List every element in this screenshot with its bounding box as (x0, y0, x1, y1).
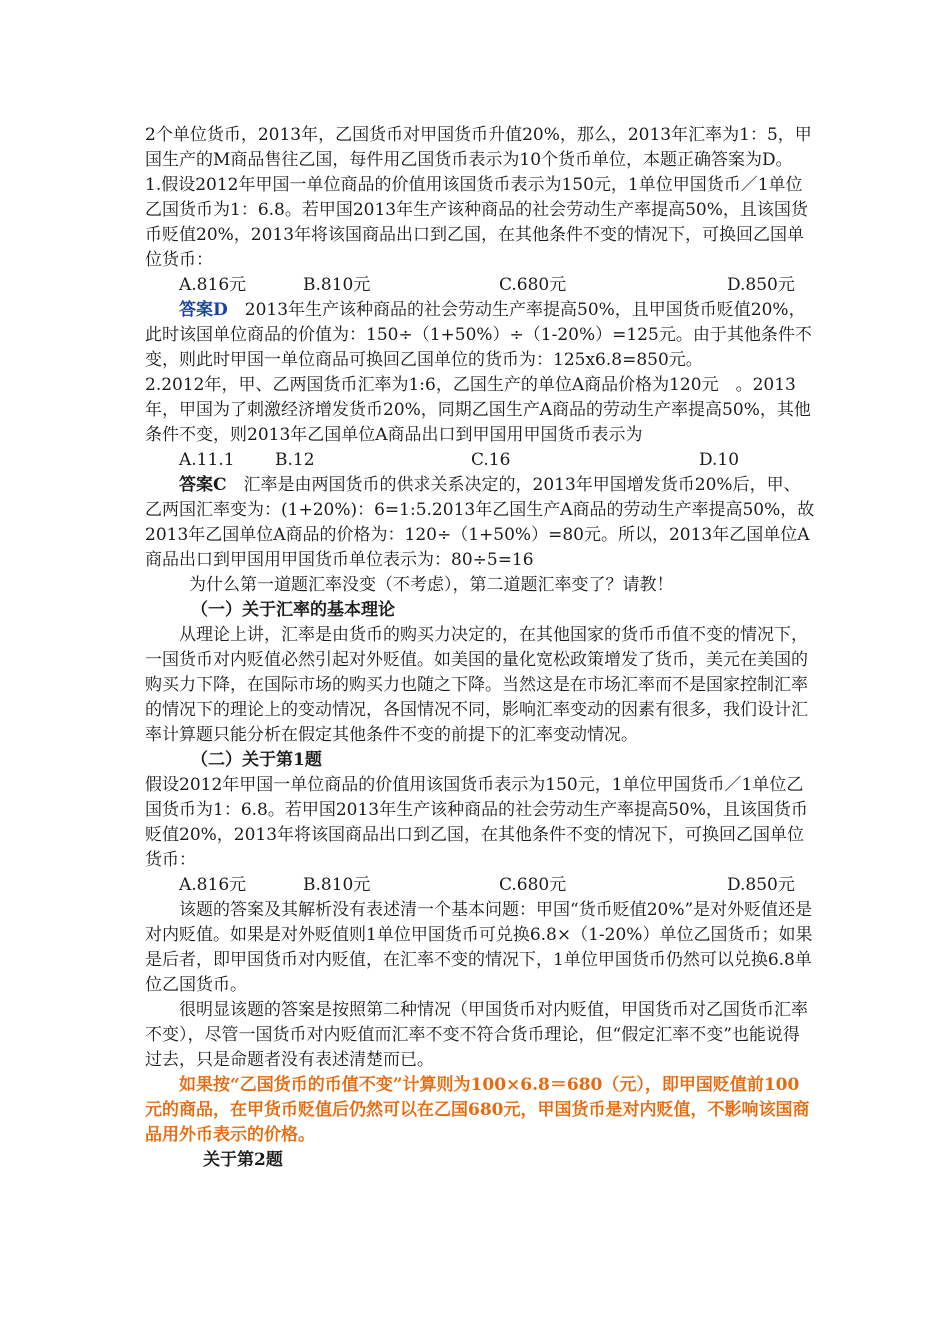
option-a: A.11.1 (179, 450, 235, 470)
heading-question-2: 关于第2题 (203, 1150, 283, 1170)
answer-2-label: 答案C (179, 475, 227, 495)
answer-1-text: 2013年生产该种商品的社会劳动生产率提高50%，且甲国货币贬值20%，此时该国单位商品的价值为：150÷（1+50%）÷（1-20%）=125元。由于其他条件不变，则此时甲国一单位商品可换回乙国单位的货币为：125x6.8=850元。 (145, 300, 812, 370)
option-c: C.680元 (499, 875, 567, 895)
highlight-paragraph: 如果按“乙国货币的币值不变”计算则为100×6.8＝680（元），即甲国贬值前100元的商品，在甲货币贬值后仍然可以在乙国680元，甲国货币是对内贬值，不影响该国商品用外币表示的价格。 (145, 1075, 810, 1145)
option-d: D.10 (699, 450, 740, 470)
heading-question-1: （二）关于第1题 (191, 750, 322, 770)
question-1-repeat: 假设2012年甲国一单位商品的价值用该国货币表示为150元，1单位甲国货币／1单位乙国货币为1：6.8。若甲国2013年生产该种商品的社会劳动生产率提高50%，且该国货币贬值20%，2013年将该国商品出口到乙国，在其他条件不变的情况下，可换回乙国单位货币： (145, 775, 808, 870)
question-1-options (145, 273, 815, 298)
option-d: D.850元 (727, 875, 795, 895)
option-a: A.816元 (179, 275, 247, 295)
heading-theory: （一）关于汇率的基本理论 (191, 600, 395, 620)
paragraph-continuation: 2个单位货币，2013年，乙国货币对甲国货币升值20%，那么，2013年汇率为1：5，甲国生产的M商品售往乙国，每件用乙国货币表示为10个货币单位，本题正确答案为D。 (145, 125, 812, 170)
option-c: C.680元 (499, 275, 567, 295)
option-d: D.850元 (727, 275, 795, 295)
answer-2-text: 汇率是由两国货币的供求关系决定的，2013年甲国增发货币20%后，甲、乙两国汇率变为：(1+20%)：6=1:5.2013年乙国生产A商品的劳动生产率提高50%，故2013年乙国单位A商品的价格为：120÷（1+50%）=80元。所以，2013年乙国单位A商品出口到甲国用甲国货币单位表示为：80÷5=16 (145, 475, 815, 570)
question-why: 为什么第一道题汇率没变（不考虑），第二道题汇率变了？请教！ (189, 575, 674, 595)
answer-1 (145, 298, 815, 373)
paragraph-theory: 从理论上讲，汇率是由货币的购买力决定的，在其他国家的货币币值不变的情况下，一国货币对内贬值必然引起对外贬值。如美国的量化宽松政策增发了货币，美元在美国的购买力下降，在国际市场的购买力也随之下降。当然这是在市场汇率而不是国家控制汇率的情况下的理论上的变动情况，各国情况不同，影响汇率变动的因素有很多，我们设计汇率计算题只能分析在假定其他条件不变的前提下的汇率变动情况。 (145, 625, 808, 745)
paragraph-analysis-2: 很明显该题的答案是按照第二种情况（甲国货币对内贬值，甲国货币对乙国货币汇率不变），尽管一国货币对内贬值而汇率不变不符合货币理论，但“假定汇率不变”也能说得过去，只是命题者没有表述清楚而已。 (145, 1000, 808, 1070)
option-b: B.810元 (303, 875, 371, 895)
option-a: A.816元 (179, 875, 247, 895)
question-2: 2.2012年，甲、乙两国货币汇率为1:6，乙国生产的单位A商品价格为120元 。2013年，甲国为了刺激经济增发货币20%，同期乙国生产A商品的劳动生产率提高50%，其他条件不变，则2013年乙国单位A商品出口到甲国用甲国货币表示为 (145, 375, 811, 445)
question-1-repeat-options (145, 873, 815, 898)
paragraph-analysis-1: 该题的答案及其解析没有表述清一个基本问题：甲国“货币贬值20%”是对外贬值还是对内贬值。如果是对外贬值则1单位甲国货币可兑换6.8×（1-20%）单位乙国货币；如果是后者，即甲国货币对内贬值，在汇率不变的情况下，1单位甲国货币仍然可以兑换6.8单位乙国货币。 (145, 900, 813, 995)
answer-1-letter: D (213, 300, 228, 320)
option-b: B.810元 (303, 275, 371, 295)
question-1: 1.假设2012年甲国一单位商品的价值用该国货币表示为150元，1单位甲国货币／1单位乙国货币为1：6.8。若甲国2013年生产该种商品的社会劳动生产率提高50%，且该国货币贬值20%，2013年将该国商品出口到乙国，在其他条件不变的情况下，可换回乙国单位货币： (145, 175, 808, 270)
option-b: B.12 (275, 450, 315, 470)
answer-2 (145, 473, 815, 573)
question-2-options (145, 448, 815, 473)
answer-1-label: 答案 (179, 300, 213, 320)
document-body (145, 123, 815, 1173)
option-c: C.16 (471, 450, 511, 470)
